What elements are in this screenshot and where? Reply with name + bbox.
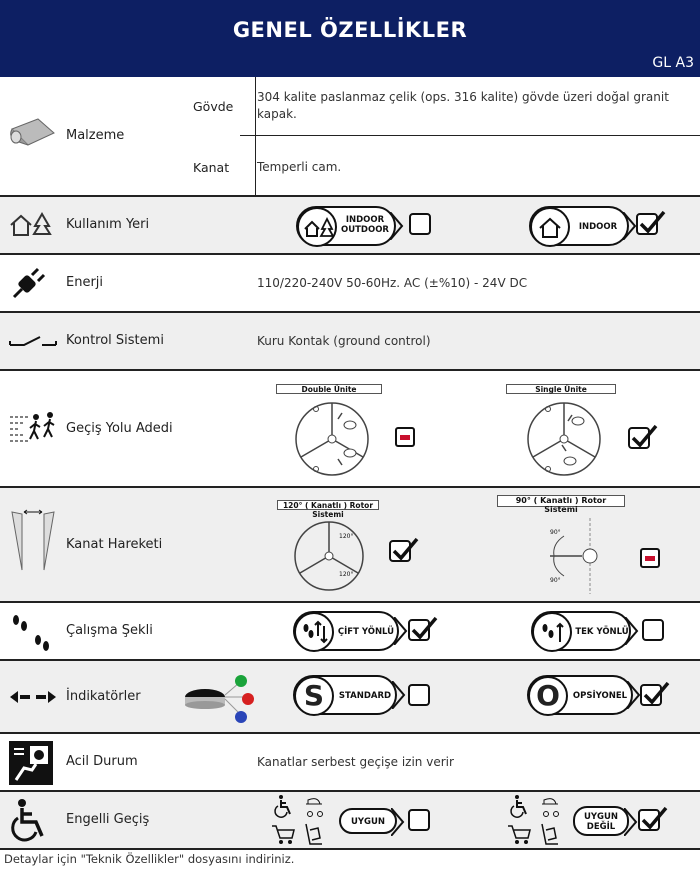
direction-arrows-icon [8,687,58,707]
rotor-120-caption: 120° ( Kanatlı ) Rotor Sistemi [277,500,379,510]
not-available-icon [395,427,415,447]
row-label: Malzeme [66,128,125,143]
row-label: Geçiş Yolu Adedi [66,421,173,436]
footer-note: Detaylar için "Teknik Özellikler" dosyasını indiriniz. [4,852,295,866]
enerji-text: 110/220-240V 50-60Hz. AC (±%10) - 24V DC [257,276,528,290]
wing-movement-icon [8,506,58,576]
divider [240,135,700,136]
row-label: Kullanım Yeri [66,217,150,232]
arrow-right-icon [624,808,638,836]
arrow-right-icon [625,617,639,645]
row-engelli [0,792,700,850]
row-label: Engelli Geçiş [66,812,150,827]
checkbox-bidirectional-checked [408,619,430,641]
unidirectional-text: TEK YÖNLÜ [575,627,629,637]
suitable-text: UYGUN [350,817,386,827]
checkbox-indoor-outdoor [409,213,431,235]
row-label: Çalışma Şekli [66,623,153,638]
page-header [0,0,700,77]
row-enerji [0,255,700,313]
row-indikator [0,661,700,734]
govde-label: Gövde [193,99,234,114]
optional-letter: O [528,676,568,716]
rotor-90-caption: 90° ( Kanatlı ) Rotor Sistemi [497,495,625,507]
unidirectional-badge [531,611,631,651]
row-label: İndikatörler [66,689,141,704]
checkmark-icon [630,424,660,454]
checkmark-icon [410,616,440,646]
house-icon [530,207,570,247]
checkbox-single-checked [628,427,650,449]
indoor-text: INDOOR [578,222,618,232]
row-calisma [0,603,700,661]
checkmark-icon [391,537,421,567]
bidirectional-badge [293,611,399,651]
arrow-right-icon [390,212,404,240]
kontrol-text: Kuru Kontak (ground control) [257,334,431,348]
pedestrian-lane-icon [8,411,58,445]
footsteps-icon [8,612,52,652]
checkbox-suitable [408,809,430,831]
divider [255,77,256,197]
page-title: GENEL ÖZELLİKLER [232,18,468,42]
checkbox-standard [408,684,430,706]
angle-label: 90° [550,529,561,536]
indoor-outdoor-badge [296,206,396,246]
checkbox-optional-checked [640,684,662,706]
arrow-right-icon [392,681,406,709]
row-label: Enerji [66,275,104,290]
row-label: Kanat Hareketi [66,537,163,552]
standard-letter: S [294,676,334,716]
product-code: GL A3 [652,55,694,71]
row-acil [0,734,700,792]
suitable-badge [339,808,397,834]
not-suitable-text: UYGUN DEĞİL [583,812,619,832]
checkmark-icon [638,210,668,240]
single-rotor-diagram [524,399,604,479]
checkmark-icon [642,681,672,711]
standard-text: STANDARD [338,691,392,701]
row-kontrol [0,313,700,371]
steel-sheet-icon [8,115,58,151]
emergency-button-icon [8,740,54,786]
angle-label: 90° [550,577,561,584]
row-label: Acil Durum [66,754,138,769]
switch-contact-icon [8,333,58,351]
checkbox-120-checked [389,540,411,562]
arrow-right-icon [394,617,408,645]
not-available-icon [640,548,660,568]
acil-text: Kanatlar serbest geçişe izin verir [257,755,454,769]
accessibility-icons [270,794,330,848]
house-tree-icon [8,211,54,237]
arrow-right-icon [627,681,641,709]
rotor-120-diagram [291,516,371,596]
double-rotor-diagram [292,399,372,479]
checkbox-not-suitable-checked [638,809,660,831]
checkbox-indoor-checked [636,213,658,235]
checkmark-icon [640,806,670,836]
row-kanat [0,488,700,603]
row-malzeme [0,77,700,197]
optional-text: OPSİYONEL [572,691,628,701]
govde-text: 304 kalite paslanmaz çelik (ops. 316 kalite) gövde üzeri doğal granit kapak. [257,90,669,121]
arrow-right-icon [623,212,637,240]
indicator-light-icon [183,669,258,729]
kanat-label: Kanat [193,160,230,175]
indoor-badge [529,206,629,246]
row-gecis [0,371,700,488]
accessibility-icons [506,794,566,848]
optional-badge [527,675,633,715]
row-kullanim [0,197,700,255]
arrow-right-icon [391,808,405,836]
rotor-90-diagram [534,518,614,594]
checkbox-unidirectional [642,619,664,641]
standard-badge [293,675,397,715]
bidirectional-steps-icon [294,612,334,652]
house-tree-icon [297,207,337,247]
bidirectional-text: ÇİFT YÖNLÜ [337,627,395,637]
angle-label: 120° [339,571,354,578]
kanat-text: Temperli cam. [257,160,342,174]
power-plug-icon [8,267,48,301]
wheelchair-icon [8,798,52,844]
not-suitable-badge [573,806,629,836]
angle-label: 120° [339,533,354,540]
row-label: Kontrol Sistemi [66,333,164,348]
indoor-outdoor-text: INDOOR OUTDOOR [341,215,389,235]
unidirectional-steps-icon [532,612,572,652]
single-unit-caption: Single Ünite [506,384,616,394]
double-unit-caption: Double Ünite [276,384,382,394]
